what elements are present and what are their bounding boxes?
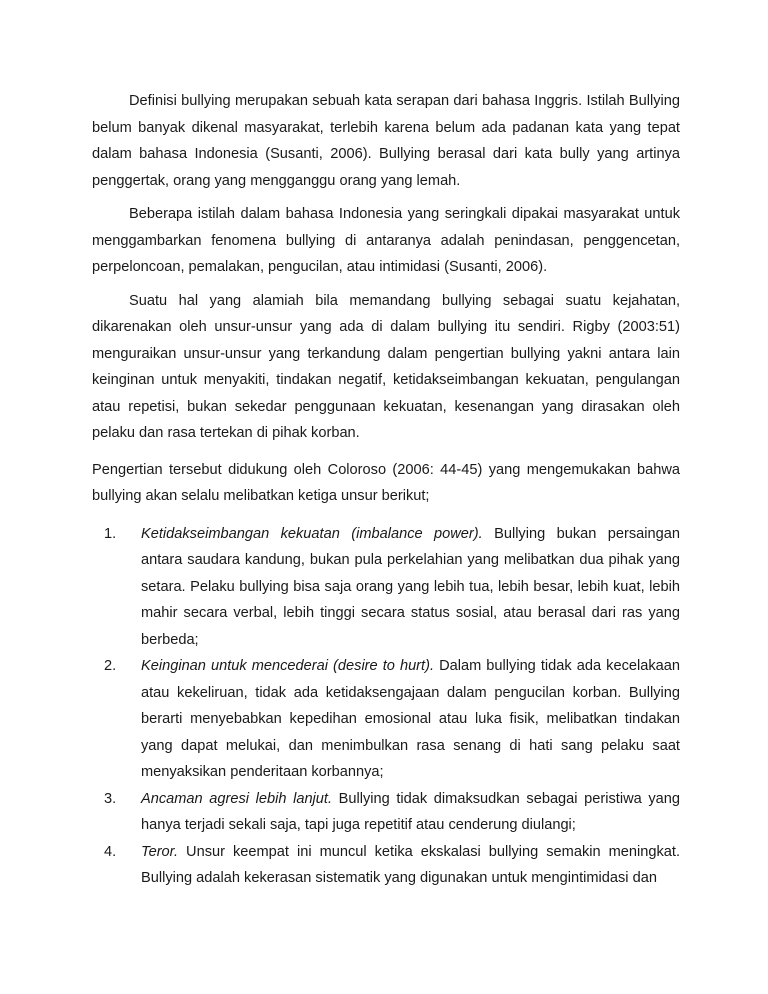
document-page (92, 88, 680, 892)
list-text: Bullying bukan persaingan antara saudara kandung, bukan pula perkelahian yang melibatkan dua pihak yang setara. Pelaku bullying bisa saja orang yang lebih tua, lebih besar, lebih kuat, lebih mahir secara verbal, lebih tinggi secara status sosial, atau berasal dari ras yang berbeda; (141, 525, 680, 648)
list-item (104, 653, 680, 786)
paragraph-definition: Definisi bullying merupakan sebuah kata serapan dari bahasa Inggris. Istilah Bullying belum banyak dikenal masyarakat, terlebih karena belum ada padanan kata yang tepat dalam bahasa Indonesia (Susanti, 2006). Bullying berasal dari kata bully yang artinya penggertak, orang yang mengganggu orang yang lemah. (92, 93, 680, 189)
list-number: 4. (104, 843, 117, 860)
paragraph-coloroso: Pengertian tersebut didukung oleh Coloroso (2006: 44-45) yang mengemukakan bahwa bullying akan selalu melibatkan ketiga unsur berikut; (92, 461, 680, 504)
list-text: Dalam bullying tidak ada kecelakaan atau kekeliruan, tidak ada ketidaksengajaan dalam pengucilan korban. Bullying berarti menyebabkan kepedihan emosional atau luka fisik, melibatkan tindakan yang dapat melukai, dan menimbulkan rasa senang di hati sang pelaku saat menyaksikan penderitaan korbannya; (141, 658, 680, 780)
bullying-elements-list (92, 521, 680, 892)
paragraph-terms: Beberapa istilah dalam bahasa Indonesia yang seringkali dipakai masyarakat untuk menggambarkan fenomena bullying di antaranya adalah penindasan, penggencetan, perpeloncoan, pemalakan, pengucilan, atau intimidasi (Susanti, 2006). (92, 206, 680, 275)
list-item (104, 521, 680, 654)
list-term: Ancaman agresi lebih lanjut. (141, 790, 333, 807)
list-text: Bullying tidak dimaksudkan sebagai peristiwa yang hanya terjadi sekali saja, tapi juga repetitif atau cenderung diulangi; (141, 790, 680, 833)
list-number: 2. (104, 658, 117, 674)
list-number: 3. (104, 790, 117, 807)
list-text: Unsur keempat ini muncul ketika ekskalasi bullying semakin meningkat. Bullying adalah kekerasan sistematik yang digunakan untuk mengintimidasi dan (141, 843, 680, 886)
list-term: Keinginan untuk mencederai (desire to hurt). (141, 658, 435, 674)
paragraph-elements: Suatu hal yang alamiah bila memandang bullying sebagai suatu kejahatan, dikarenakan oleh unsur-unsur yang ada di dalam bullying itu sendiri. Rigby (2003:51) menguraikan unsur-unsur yang terkandung dalam pengertian bullying yakni antara lain keinginan untuk menyakiti, tindakan negatif, ketidakseimbangan kekuatan, pengulangan atau repetisi, bukan sekedar penggunaan kekuatan, kesenangan yang dirasakan oleh pelaku dan rasa tertekan di pihak korban. (92, 292, 680, 441)
list-term: Ketidakseimbangan kekuatan (imbalance power). (141, 525, 483, 542)
list-number: 1. (104, 525, 117, 542)
list-term: Teror. (141, 843, 179, 860)
list-item (104, 839, 680, 892)
list-item (104, 786, 680, 839)
